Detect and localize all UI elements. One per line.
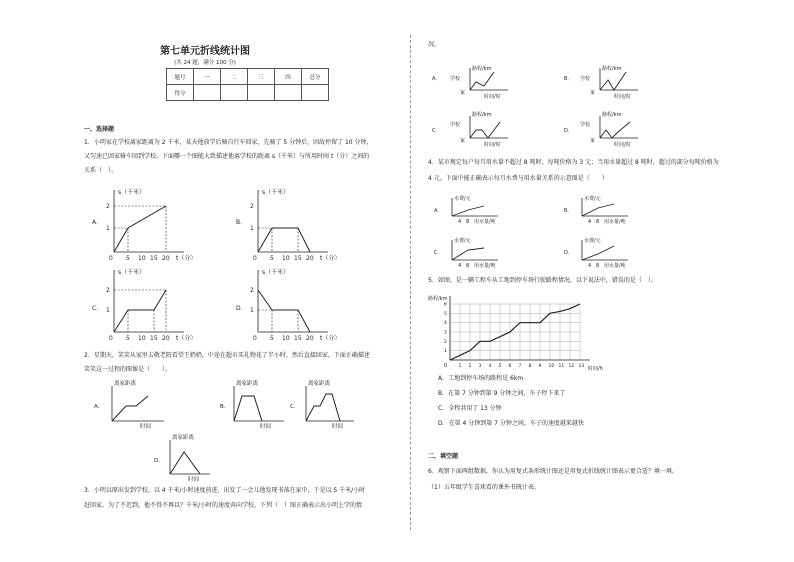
y-tick-label: 1 — [250, 307, 254, 314]
score-blank-cell[interactable] — [221, 85, 248, 101]
y-axis-label: 离家距离 — [308, 381, 331, 387]
origin-label: 0 — [253, 255, 257, 262]
origin-label: 家 — [590, 138, 596, 144]
graph-line — [470, 72, 494, 90]
y-name-label: 学校 — [450, 76, 461, 82]
x-tick-label: 5 — [126, 335, 130, 342]
y-tick-label: 2 — [444, 339, 447, 345]
x-tick-label: 7 — [518, 364, 522, 369]
x-axis-label: 时间/时 — [484, 142, 501, 148]
x-tick-label: 5 — [270, 255, 274, 262]
x-tick-label: 5 — [126, 255, 130, 262]
x-tick-label: 13 — [578, 364, 585, 369]
y-tick-label: 1 — [106, 225, 110, 232]
x-tick-label: 8 — [466, 219, 470, 225]
graph-line — [600, 72, 626, 90]
score-header-cell: 四 — [275, 69, 302, 85]
x-axis-label: 时间/h — [588, 366, 603, 372]
x-tick-label: 4 — [458, 219, 462, 225]
graph-line — [582, 204, 614, 216]
graph-line — [258, 290, 310, 332]
y-axis-label: 水费/元 — [454, 196, 471, 202]
origin-label: 家 — [590, 90, 596, 96]
x-tick-label: 11 — [558, 364, 565, 369]
question-6-line: 6．观察下面两组数据，你认为用复式条形统计图还是用复式折线统计图表示更合适？填一填。 — [428, 468, 678, 475]
x-axis-label: 用水量/吨 — [604, 263, 626, 269]
question-3-graphs — [428, 60, 658, 152]
origin-label: 0 — [109, 255, 113, 262]
q3-graph-a — [432, 65, 508, 100]
score-blank-cell[interactable] — [194, 85, 221, 101]
question-1-line: 关系（ ）。 — [84, 167, 118, 174]
y-axis-label: 路程/km — [602, 112, 622, 118]
origin-label: 0 — [109, 335, 113, 342]
score-header-cell: 二 — [221, 69, 248, 85]
page-title: 第七单元折线统计图 — [160, 46, 250, 57]
q3-graph-b — [564, 65, 638, 100]
q2-graph-a — [94, 379, 164, 430]
graph-line — [582, 246, 614, 260]
x-tick-label: 4 — [458, 263, 462, 269]
option-label: C． — [290, 404, 300, 410]
option-label: C． — [92, 305, 103, 312]
section-heading-choice: 一、选择题 — [84, 126, 115, 133]
y-name-label: 学校 — [450, 122, 461, 128]
x-axis-label: 时间/时 — [614, 142, 631, 148]
x-tick-label: 4 — [488, 364, 492, 369]
y-axis-label: s（千米） — [118, 189, 146, 196]
y-tick-label: 2 — [250, 287, 254, 294]
y-axis-label: 水费/元 — [584, 238, 601, 244]
y-axis-label: 水费/元 — [584, 196, 601, 202]
question-1-line: 又匀速已回家骑车回到学校。下面哪一个图能大致描述他离学校的距离 s（千米）与所用时间 t（分）之间的 — [84, 153, 370, 160]
score-blank-cell[interactable] — [248, 85, 275, 101]
question-2-graphs — [84, 376, 410, 484]
option-label: B． — [236, 219, 247, 226]
x-tick-label: 20 — [162, 335, 170, 342]
question-3-tail: 况。 — [428, 41, 441, 48]
option-label: A． — [434, 208, 443, 214]
x-axis-label: t（分） — [176, 255, 197, 262]
question-5-option: B．在第 7 分钟到第 9 分钟之间，车子停下来了 — [438, 390, 566, 397]
question-4-line: 4．某市规定每户每月用水量不超过 8 吨时，每吨价格为 3 元；当用水量超过 8 吨时，超过的部分每吨价格为 — [428, 159, 719, 166]
score-header-cell: 三 — [248, 69, 275, 85]
y-tick-label: 1 — [444, 349, 447, 355]
x-tick-label: 15 — [294, 335, 302, 342]
score-table — [166, 68, 329, 101]
q4-graph-b — [564, 195, 628, 225]
x-axis-label: t（分） — [176, 335, 197, 342]
score-header-cell: 一 — [194, 69, 221, 85]
q2-graph-d — [154, 433, 210, 483]
option-label: A． — [432, 76, 441, 82]
q4-graph-a — [434, 195, 498, 225]
y-axis-label: 离家距离 — [236, 381, 259, 387]
y-axis-label: s（千米） — [262, 269, 290, 276]
question-5-chart — [428, 290, 608, 372]
x-tick-label: 2 — [468, 364, 472, 369]
option-label: D． — [236, 305, 247, 312]
y-tick-label: 2 — [106, 203, 110, 210]
option-label: B． — [564, 76, 573, 82]
score-row-label: 得分 — [167, 85, 194, 101]
q3-graph-d — [564, 111, 638, 148]
score-blank-cell[interactable] — [275, 85, 302, 101]
q1-graph-c — [92, 268, 196, 342]
graph-line — [114, 206, 166, 252]
graph-line — [600, 122, 630, 138]
y-axis-label: 路程/km — [602, 66, 622, 72]
y-tick-label: 2 — [106, 287, 110, 294]
x-tick-label: 1 — [458, 364, 462, 369]
x-axis-label: 时间/时 — [484, 94, 501, 100]
x-tick-label: 20 — [306, 335, 314, 342]
option-label: D． — [564, 250, 573, 256]
x-tick-label: 4 — [588, 263, 592, 269]
score-table-header-row — [167, 69, 329, 85]
graph-line — [470, 122, 500, 138]
question-5-line: 5．如图，是一辆工程车从工地到停车场行驶路程情况，以下说法中，错误的是（ ）。 — [428, 277, 657, 284]
score-blank-cell[interactable] — [302, 85, 329, 101]
q3-graph-c — [432, 111, 508, 148]
q1-graph-a — [92, 188, 196, 262]
y-axis-label: s（千米） — [118, 269, 146, 276]
y-tick-label: 4 — [444, 321, 447, 327]
x-axis-label: 用水量/吨 — [604, 219, 626, 225]
section-heading-fill: 二、填空题 — [428, 453, 459, 460]
page-subtitle: (共 24 题，满分 100 分) — [174, 60, 236, 66]
graph-line — [258, 228, 310, 252]
question-5-option: A．工地到停车场的路程是 6km — [438, 375, 524, 382]
option-label: D． — [154, 458, 164, 464]
x-tick-label: 8 — [466, 263, 470, 269]
option-label: C． — [434, 250, 443, 256]
question-5-option: C．全程共用了 13 分钟 — [438, 405, 502, 412]
question-2-line: 2．星期天，笑笑从家里去敬老院看望王奶奶，中途在超市买礼物花了半小时，然后直接回家，下面正确描述 — [84, 352, 370, 359]
x-tick-label: 8 — [528, 364, 532, 369]
score-table-row — [167, 85, 329, 101]
y-tick-label: 3 — [444, 330, 447, 336]
y-tick-label: 2 — [250, 203, 254, 210]
y-tick-label: 1 — [250, 225, 254, 232]
origin-label: 0 — [444, 363, 448, 369]
option-label: B． — [564, 208, 573, 214]
x-tick-label: 10 — [548, 364, 555, 369]
x-axis-label: 时间 — [260, 424, 272, 430]
question-4-line: 4 元。下面中能正确表示每月水费与用水量关系的示意图是（ ） — [428, 175, 608, 182]
x-axis-label: 时间 — [188, 477, 200, 483]
question-3-line: 赶回家，为了不迟到，他不得不再以？千米/小时的速度奔向学校，下列（ ）图正确表示出小明上学的情 — [84, 502, 363, 509]
x-tick-label: 8 — [596, 263, 600, 269]
x-tick-label: 10 — [282, 255, 290, 262]
question-1-graphs — [84, 182, 414, 347]
y-tick-label: 5 — [444, 311, 447, 317]
x-axis-label: 用水量/吨 — [474, 263, 496, 269]
x-axis-label: 时间 — [140, 424, 152, 430]
origin-label: 家 — [460, 138, 466, 144]
q2-graph-c — [290, 379, 354, 430]
x-tick-label: 10 — [282, 335, 290, 342]
y-axis-label: 路程/km — [472, 66, 492, 72]
y-axis-label: 水费/元 — [454, 238, 471, 244]
graph-line — [234, 396, 262, 421]
y-axis-label: 离家距离 — [114, 381, 137, 387]
question-3-line: 3．小明以原出发到学校，以 4 千米/小时速度前进，出发了一会儿他发现书落在家中，于是以 5 千米/小时 — [84, 487, 366, 494]
q4-graph-d — [564, 237, 628, 269]
y-axis-label: 路程/km — [472, 112, 492, 118]
option-label: D． — [564, 128, 573, 134]
y-axis-label: s（千米） — [262, 189, 290, 196]
y-name-label: 学校 — [580, 76, 591, 82]
x-tick-label: 4 — [588, 219, 592, 225]
option-label: A． — [94, 404, 104, 410]
graph-line — [452, 206, 484, 216]
score-header-cell: 题号 — [167, 69, 194, 85]
x-tick-label: 15 — [150, 335, 158, 342]
x-tick-label: 8 — [596, 219, 600, 225]
q1-graph-b — [236, 188, 340, 262]
question-2-line: 笑笑这一过程的图像是（ ）。 — [84, 366, 172, 373]
x-axis-label: t（分） — [320, 335, 341, 342]
y-axis-label: 离家距离 — [172, 435, 195, 441]
x-tick-label: 6 — [508, 364, 512, 369]
x-tick-label: 10 — [138, 255, 146, 262]
x-axis-label: t（分） — [320, 255, 341, 262]
graph-line — [452, 248, 484, 260]
q1-graph-d — [236, 268, 340, 342]
q2-graph-b — [220, 379, 284, 430]
y-name-label: 学校 — [580, 122, 591, 128]
x-tick-label: 15 — [150, 255, 158, 262]
x-tick-label: 20 — [306, 255, 314, 262]
x-axis-label: 用水量/吨 — [474, 219, 496, 225]
y-axis-label: 路程/km — [428, 296, 448, 302]
x-tick-label: 20 — [162, 255, 170, 262]
origin-label: 家 — [460, 90, 466, 96]
question-1-line: 1．小明家在学校离家距离为 2 千米，某天他放学后骑自行车回家，先骑了 5 分钟后，因故停留了 10 分钟， — [84, 139, 373, 146]
x-tick-label: 9 — [538, 364, 542, 369]
x-axis-label: 时间/时 — [614, 94, 631, 100]
x-tick-label: 5 — [270, 335, 274, 342]
option-label: C． — [432, 128, 441, 134]
graph-line — [114, 290, 166, 332]
x-tick-label: 10 — [138, 335, 146, 342]
x-axis-label: 时间 — [332, 424, 344, 430]
x-tick-label: 3 — [478, 364, 482, 369]
x-tick-label: 5 — [498, 364, 502, 369]
question-4-graphs — [428, 190, 658, 272]
option-label: A． — [92, 219, 103, 226]
graph-line — [170, 452, 200, 474]
q4-graph-c — [434, 237, 498, 269]
x-tick-label: 12 — [568, 364, 575, 369]
origin-label: 0 — [253, 335, 257, 342]
y-tick-label: 6 — [444, 302, 447, 308]
question-5-option: D．在第 4 分钟到第 7 分钟之间，车子的速度越来越快 — [438, 420, 584, 427]
x-tick-label: 15 — [294, 255, 302, 262]
score-header-cell: 总分 — [302, 69, 329, 85]
option-label: B． — [220, 404, 230, 410]
graph-line — [306, 394, 340, 421]
graph-line — [112, 396, 148, 421]
y-tick-label: 1 — [106, 307, 110, 314]
question-6-sub: （1）五年级学生喜欢看的课外书统计表。 — [428, 484, 540, 491]
